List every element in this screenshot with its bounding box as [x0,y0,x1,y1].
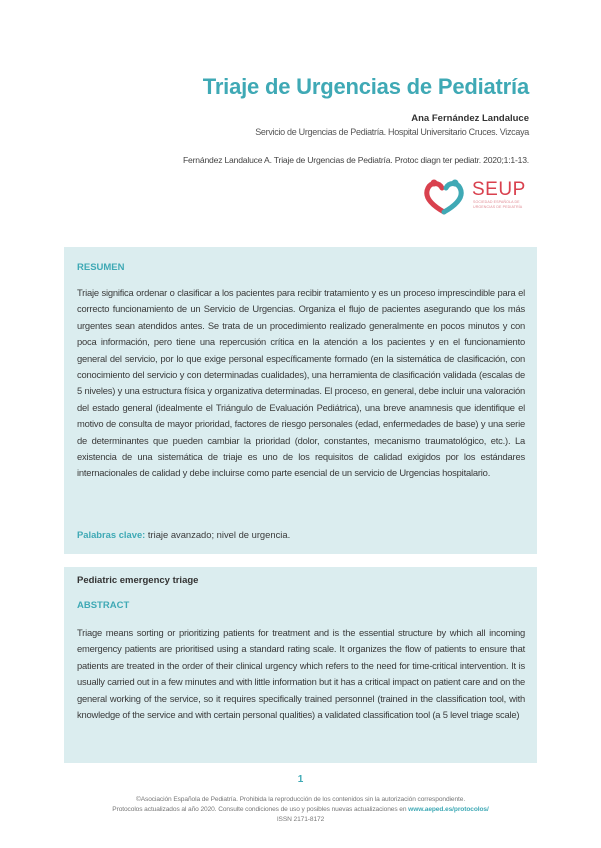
keywords-text: triaje avanzado; nivel de urgencia. [147,529,291,540]
document-title: Triaje de Urgencias de Pediatría [202,74,529,99]
resumen-label: RESUMEN [77,262,125,273]
abstract-box [64,567,537,763]
seup-logo [420,176,538,216]
seup-logo-text: SEUP [472,179,526,200]
page-number: 1 [297,774,304,785]
citation: Fernández Landaluce A. Triaje de Urgencias de Pediatría. Protoc diagn ter pediatr. 2020;1:1-13. [183,155,529,165]
keywords [77,529,290,540]
copyright-line: ©Asociación Española de Pediatría. Prohibida la reproducción de los contenidos sin la autorización correspondiente. [135,796,466,803]
keywords-label: Palabras clave: [77,529,146,540]
update-line [0,806,601,813]
seup-logo-subtitle: SOCIEDAD ESPAÑOLA DE URGENCIAS DE PEDIATRÍA [473,200,523,209]
resumen-text: Triaje significa ordenar o clasificar a los pacientes para recibir tratamiento y es un proceso imprescindible para el correcto funcionamiento de un Servicio de Urgencias. Organiza el flujo de pacientes asegurando que los más urgentes sean atendidos antes. Se trata de un procedimiento realizado generalmente en pocos minutos y con poca información, pero tiene una repercusión crítica en la atención a los pacientes y en el funcionamiento general del servicio, por lo que exige personal específicamente formado (en la sistemática de clasificación, con conocimiento del servicio y con determinadas cualidades), una herramienta de clasificación validada (escalas de 5 niveles) y una estructura física y organizativa determinadas. El proceso, en general, debe incluir una valoración del estado general (idealmente el Triángulo de Evaluación Pediátrica), una breve anamnesis que identifique el motivo de consulta de mayor prioridad, factores de riesgo personales (edad, enfermedades de base) y una serie de determinantes que pueden cambiar la prioridad (dolor, constantes, mecanismo traumatológico, etc.). La existencia de una sistemática de triaje es uno de los requisitos de calidad exigidos por los estándares internacionales de calidad y debe incluirse como parte esencial de un servicio de Urgencias hospitalario. [77,287,525,479]
english-title: Pediatric emergency triage [77,575,199,586]
author-name: Ana Fernández Landaluce [411,113,529,124]
issn: ISSN 2171-8172 [276,816,325,823]
abstract-text: Triage means sorting or prioritizing patients for treatment and is the essential structure by which all incoming emergency patients are prioritised using a standard rating scale. It organizes the flow of patients to ensure that patients are treated in the order of their clinical urgency which refers to the need for time-critical intervention. It is usually carried out in a few minutes and with little information but it has a critical impact on patient care and on the general working of the service, so it requires specifically trained personnel (trained in the classification tool, with knowledge of the service and with certain personal qualities) a validated classification tool (a 5 level triage scale) [77,627,525,721]
protocols-link[interactable]: www.aeped.es/protocolos/ [408,806,489,813]
resumen-box [64,247,537,554]
update-text: Protocolos actualizados al año 2020. Consulte condiciones de uso y posibles nuevas actualizaciones en [112,806,409,813]
abstract-label: ABSTRACT [77,600,130,611]
author-affiliation: Servicio de Urgencias de Pediatría. Hospital Universitario Cruces. Vizcaya [255,127,529,137]
seup-logo-icon [420,176,468,216]
